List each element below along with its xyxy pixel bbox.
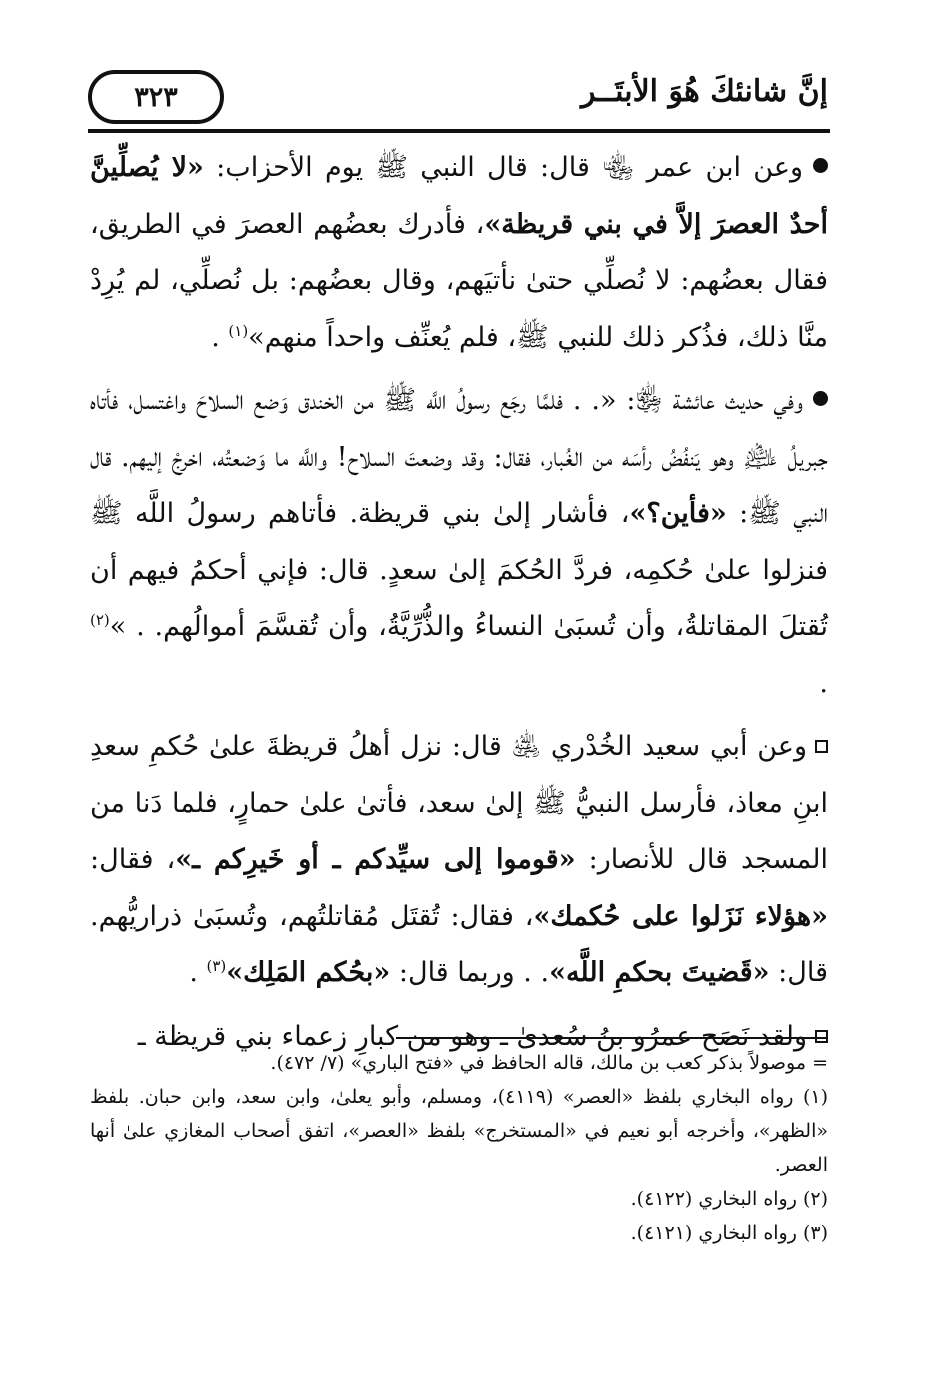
hadith-quote: «لا يُصلِّينَّ أحدٌ العصرَ إلاَّ في بني قريظة» (90, 152, 828, 240)
paragraph-text: ، فقال: (90, 844, 176, 875)
paragraph-text: . (211, 321, 229, 353)
hadith-quote: «قوموا إلى سيِّدكم ـ أو خَيرِكم ـ» (175, 844, 576, 875)
page-number: ٣٢٣ (88, 70, 224, 124)
footnote-ref: (٣) (206, 957, 227, 975)
paragraph-text: وعن أبي سعيد الخُدْري ﵁ قال: نزل أهلُ قريظةَ علىٰ حُكمِ سعدِ ابنِ معاذ، فأرسل النبيُّ ﷺ إلىٰ سعد، فأتىٰ علىٰ حمارٍ، فلما دَنا من المسجد قال للأنصار: (90, 731, 829, 875)
hadith-quote: «فأين؟» (629, 498, 727, 529)
footnote-ref: (٢) (90, 611, 110, 629)
paragraph-text: وفي حديث عائشة ﵂: «. . فلمَّا رجَع رسولُ اللَّه ﷺ من الخندق وَضع السلاحَ واغتسل، فأتاه جبريلُ ﵇ وهو يَنفُضُ رأسَه من الغُبار، فقال: وقد وضعتَ السلاح! واللَّه ما وَضعتُه، اخرجْ إليهم. قال النبي ﷺ: (90, 385, 829, 529)
hadith-quote: «هؤلاء نَزَلوا على حُكمك» (533, 900, 828, 932)
footnote-1: (١) رواه البخاري بلفظ «العصر» (٤١١٩)، ومسلم، وأبو يعلىٰ، وابن سعد، وابن حبان. بلفظ «الظهر»، وأخرجه أبو نعيم في «المستخرج» بلفظ «العصر»، اتفق أصحاب المغازي علىٰ أنها العصر. (90, 1086, 828, 1176)
main-text (90, 140, 828, 1072)
hadith-quote: «بحُكم المَلِك» (226, 957, 391, 988)
paragraph-text: ، فقال: تُقتَل مُقاتلتُهم، وتُسبَىٰ ذراريُّهم. قال: (90, 900, 828, 988)
hadith-quote: «قَضيتَ بحكمِ اللَّه» (549, 957, 770, 988)
footnote-3: (٣) رواه البخاري (٤١٢١). (630, 1222, 828, 1244)
paragraph-text: ، فأدرك بعضُهم العصرَ في الطريق، فقال بعضُهم: لا نُصلِّي حتىٰ نأتيَهم، وقال بعضُهم: بل نُصلِّي، لم يُرِدْ منَّا ذلك، فذُكر ذلك للنبي ﷺ، فلم يُعنِّف واحداً منهم» (90, 208, 828, 353)
header-rule (88, 129, 830, 133)
running-title: إنَّ شانئكَ هُوَ الأبتَــر (581, 74, 828, 109)
square-bullet-icon (815, 740, 828, 753)
paragraph-text: . (819, 667, 828, 699)
footnote-continuation: = موصولاً بذكر كعب بن مالك، قاله الحافظ في «فتح الباري» (٧/ ٤٧٢). (270, 1052, 828, 1074)
footnote-2: (٢) رواه البخاري (٤١٢٢). (630, 1188, 828, 1210)
paragraph-1 (90, 140, 828, 366)
paragraph-text: ، فأشار إلىٰ بني قريظة. فأتاهم رسولُ اللَّه ﷺ فنزلوا علىٰ حُكمِه، فردَّ الحُكمَ إلىٰ سعدٍ. قال: فإني أحكمُ فيهم أن تُقتلَ المقاتلةُ، وأن تُسبَىٰ النساءُ والذُّرِّيَّةُ، وأن تُقسَّمَ أموالُهم. . » (90, 498, 828, 642)
page-header (88, 70, 828, 136)
footnote-rule (396, 1037, 828, 1039)
paragraph-text: . . وربما قال: (390, 957, 550, 988)
footnotes (90, 1046, 828, 1250)
paragraph-2 (90, 373, 828, 712)
paragraph-text: ولقد نَصَح عمرُو بنُ سُعدىٰ ـ وهو من كبارِ زعماء بني قريظة ـ (137, 1020, 807, 1052)
paragraph-3 (90, 719, 828, 1002)
paragraph-text: وعن ابن عمر ﵄ قال: قال النبي ﷺ يوم الأحزاب: (203, 152, 803, 183)
paragraph-text: . (189, 957, 207, 988)
bullet-icon (813, 391, 828, 406)
bullet-icon (813, 158, 828, 173)
square-bullet-icon (815, 1030, 828, 1043)
footnote-ref: (١) (228, 321, 249, 340)
